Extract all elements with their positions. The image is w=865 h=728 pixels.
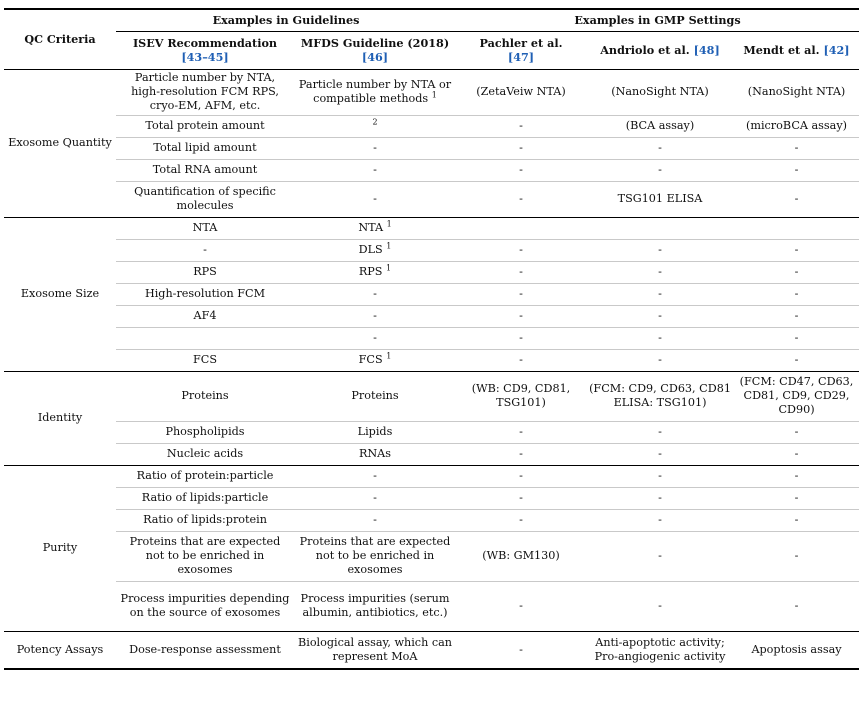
table-row: [4, 631, 859, 669]
mfds-cell-text: -: [373, 287, 377, 300]
andriolo-cell: [586, 421, 734, 443]
mendt-cell-text: -: [794, 599, 799, 612]
table-row: [4, 443, 859, 465]
isev-cell: [116, 115, 294, 137]
mendt-header: [734, 31, 859, 69]
pachler-cell-text: -: [519, 287, 523, 300]
table-row: [4, 217, 859, 239]
isev-cell-text: High-resolution FCM: [144, 287, 266, 300]
isev-cell-text: RPS: [193, 265, 217, 278]
mendt-cell-text: -: [794, 469, 799, 482]
isev-cell-text: NTA: [192, 221, 218, 234]
mfds-cell-text: -: [373, 163, 377, 176]
mfds-cell: [294, 581, 456, 631]
andriolo-header: [586, 31, 734, 69]
pachler-header-label: Pachler et al.: [479, 36, 563, 50]
table-row: [4, 283, 859, 305]
pachler-cell-text: -: [519, 163, 523, 176]
mfds-cell-text: Lipids: [357, 425, 393, 438]
andriolo-cell-text: -: [658, 469, 662, 482]
andriolo-cell-text: Anti-apoptotic activity; Pro-angiogenic activity: [594, 635, 726, 663]
mendt-cell: [734, 531, 859, 581]
isev-header-label: ISEV Recommendation: [132, 36, 278, 50]
mendt-cell-text: (FCM: CD47, CD63, CD81, CD9, CD29, CD90): [739, 375, 854, 416]
pachler-cell: [456, 487, 586, 509]
mendt-cell-text: -: [794, 425, 799, 438]
isev-header: [116, 31, 294, 69]
isev-cell-text: Ratio of protein:particle: [136, 469, 274, 482]
footnote-marker: 1: [386, 263, 392, 273]
mfds-cell: [294, 159, 456, 181]
pachler-cell-text: -: [519, 243, 523, 256]
andriolo-cell: [586, 509, 734, 531]
mfds-cell-text: -: [373, 469, 377, 482]
pachler-cell-text: -: [519, 331, 523, 344]
mfds-cell: [294, 443, 456, 465]
mendt-cell: [734, 443, 859, 465]
pachler-cell-text: -: [519, 141, 523, 154]
pachler-cell-text: -: [519, 265, 523, 278]
pachler-cell: [456, 421, 586, 443]
andriolo-cell: [586, 283, 734, 305]
mfds-cell-text: -: [373, 513, 377, 526]
mfds-cell-text: -: [373, 192, 377, 205]
andriolo-cell-text: TSG101 ELISA: [617, 192, 703, 205]
pachler-cell-text: -: [519, 425, 523, 438]
andriolo-cell: [586, 631, 734, 669]
andriolo-cell: [586, 239, 734, 261]
mfds-cell: [294, 371, 456, 421]
mendt-cell: [734, 217, 859, 239]
table-row: [4, 239, 859, 261]
mendt-cell-text: (NanoSight NTA): [747, 85, 846, 98]
pachler-cell-text: (WB: CD9, CD81, TSG101): [471, 382, 571, 409]
andriolo-cell-text: -: [658, 287, 662, 300]
mfds-cell-text: Process impurities (serum albumin, antibiotics, etc.): [300, 592, 450, 619]
mfds-cell: [294, 261, 456, 283]
mfds-cell: [294, 217, 456, 239]
andriolo-cell: [586, 305, 734, 327]
andriolo-cell: [586, 115, 734, 137]
andriolo-cell-text: -: [658, 265, 662, 278]
isev-cell: [116, 581, 294, 631]
section-label: Exosome Size: [4, 217, 116, 371]
mendt-cell: [734, 371, 859, 421]
table-row: [4, 115, 859, 137]
section-label: Exosome Quantity: [4, 69, 116, 217]
footnote-marker: 2: [372, 117, 378, 127]
isev-cell-text: Process impurities depending on the source of exosomes: [120, 592, 290, 619]
mfds-cell: [294, 69, 456, 115]
table-row: [4, 421, 859, 443]
mfds-cell: [294, 137, 456, 159]
mendt-cell: [734, 69, 859, 115]
mfds-cell: [294, 115, 456, 137]
andriolo-cell: [586, 69, 734, 115]
isev-cell: [116, 181, 294, 217]
isev-cell: [116, 283, 294, 305]
mendt-cell-text: -: [794, 141, 799, 154]
pachler-cell-text: -: [519, 469, 523, 482]
mfds-cell: [294, 531, 456, 581]
isev-cell: [116, 137, 294, 159]
andriolo-cell: [586, 465, 734, 487]
table-row: [4, 465, 859, 487]
mfds-cell-text: Proteins: [351, 389, 399, 402]
pachler-cell-text: -: [519, 642, 523, 656]
mfds-cell: [294, 509, 456, 531]
mfds-cell: [294, 283, 456, 305]
pachler-ref-link[interactable]: [47]: [507, 50, 535, 64]
andriolo-cell-text: -: [658, 425, 662, 438]
mendt-cell: [734, 581, 859, 631]
andriolo-cell-text: -: [658, 309, 662, 322]
isev-cell: [116, 509, 294, 531]
mendt-cell-text: -: [794, 513, 799, 526]
isev-cell-text: FCS: [193, 353, 217, 366]
mfds-cell-text: -: [373, 491, 377, 504]
andriolo-ref-link[interactable]: [48]: [693, 43, 720, 57]
header-row-groups: [4, 9, 859, 31]
isev-cell: [116, 217, 294, 239]
guidelines-group-header: Examples in Guidelines: [116, 9, 456, 31]
isev-cell: [116, 159, 294, 181]
isev-cell-text: Ratio of lipids:protein: [143, 513, 267, 526]
andriolo-cell-text: (BCA assay): [625, 119, 695, 132]
mendt-cell: [734, 421, 859, 443]
andriolo-cell: [586, 137, 734, 159]
isev-cell-text: Total protein amount: [145, 119, 265, 132]
isev-cell-text: Proteins that are expected not to be enriched in exosomes: [129, 535, 281, 576]
mendt-cell-text: -: [794, 491, 799, 504]
mendt-cell: [734, 465, 859, 487]
pachler-cell: [456, 631, 586, 669]
pachler-cell: [456, 159, 586, 181]
mendt-cell: [734, 159, 859, 181]
isev-cell: [116, 261, 294, 283]
andriolo-cell-text: -: [658, 163, 662, 176]
mfds-cell-text: Proteins that are expected not to be enriched in exosomes: [299, 535, 451, 576]
section-label: Purity: [4, 465, 116, 631]
mfds-header: [294, 31, 456, 69]
andriolo-cell-text: -: [658, 141, 662, 154]
table-row: [4, 531, 859, 581]
pachler-cell-text: -: [519, 447, 523, 460]
mfds-cell: [294, 327, 456, 349]
mendt-ref-link[interactable]: [42]: [823, 43, 850, 57]
table-row: [4, 69, 859, 115]
andriolo-cell: [586, 371, 734, 421]
pachler-cell: [456, 283, 586, 305]
isev-ref-link[interactable]: [43–45]: [181, 50, 229, 64]
pachler-cell: [456, 509, 586, 531]
mfds-cell: [294, 421, 456, 443]
mfds-cell: [294, 349, 456, 371]
table-row: [4, 327, 859, 349]
mfds-cell: [294, 465, 456, 487]
pachler-cell: [456, 217, 586, 239]
andriolo-cell: [586, 487, 734, 509]
isev-cell: [116, 487, 294, 509]
footnote-marker: 1: [386, 219, 392, 229]
mendt-cell-text: -: [794, 287, 799, 300]
pachler-cell: [456, 305, 586, 327]
mendt-cell-text: -: [794, 447, 799, 460]
isev-cell: [116, 371, 294, 421]
mendt-cell-text: -: [794, 309, 799, 322]
andriolo-cell: [586, 581, 734, 631]
andriolo-cell-text: -: [658, 447, 662, 460]
pachler-cell: [456, 181, 586, 217]
andriolo-cell: [586, 217, 734, 239]
andriolo-cell-text: -: [658, 243, 662, 256]
isev-cell: [116, 631, 294, 669]
table-row: [4, 305, 859, 327]
andriolo-cell: [586, 349, 734, 371]
mendt-cell-text: (microBCA assay): [745, 119, 848, 132]
table-row: [4, 581, 859, 631]
pachler-cell-text: -: [519, 599, 523, 612]
mfds-cell: [294, 239, 456, 261]
andriolo-cell-text: -: [658, 331, 662, 344]
table-row: [4, 509, 859, 531]
mendt-cell: [734, 349, 859, 371]
pachler-cell-text: -: [519, 491, 523, 504]
table-row: [4, 261, 859, 283]
qc-criteria-table: [4, 8, 859, 670]
isev-cell: [116, 239, 294, 261]
isev-cell-text: Phospholipids: [165, 425, 245, 438]
mfds-cell-text: Particle number by NTA or compatible methods: [298, 78, 452, 105]
mfds-cell-text: -: [373, 141, 377, 154]
isev-cell-text: Total lipid amount: [153, 141, 257, 154]
andriolo-header-label: Andriolo et al.: [600, 43, 690, 57]
isev-cell: [116, 443, 294, 465]
isev-cell-text: AF4: [193, 309, 217, 322]
pachler-cell: [456, 443, 586, 465]
mfds-cell: [294, 305, 456, 327]
isev-cell-text: -: [203, 243, 207, 256]
isev-cell-text: Total RNA amount: [152, 163, 258, 176]
gmp-group-header: Examples in GMP Settings: [456, 9, 859, 31]
pachler-cell: [456, 327, 586, 349]
pachler-cell: [456, 465, 586, 487]
pachler-cell-text: (WB: GM130): [482, 549, 560, 562]
mendt-cell: [734, 261, 859, 283]
mendt-cell: [734, 283, 859, 305]
footnote-marker: 1: [431, 90, 437, 100]
mendt-header-label: Mendt et al.: [743, 43, 820, 57]
mendt-cell-text: -: [794, 163, 799, 176]
isev-cell-text: Particle number by NTA, high-resolution FCM RPS, cryo-EM, AFM, etc.: [131, 71, 279, 112]
pachler-cell-text: -: [519, 353, 523, 366]
isev-cell-text: Quantification of specific molecules: [134, 185, 276, 212]
qc-criteria-header: QC Criteria: [4, 9, 116, 69]
mfds-cell-text: RNAs: [358, 447, 392, 460]
andriolo-cell-text: -: [658, 599, 662, 612]
mfds-cell-text: -: [373, 331, 377, 344]
mfds-cell-text: NTA: [358, 221, 384, 234]
table-row: [4, 181, 859, 217]
andriolo-cell: [586, 159, 734, 181]
mendt-cell-text: -: [794, 549, 799, 562]
pachler-cell-text: -: [519, 513, 523, 526]
pachler-cell-text: -: [519, 119, 523, 132]
pachler-cell: [456, 137, 586, 159]
pachler-cell: [456, 115, 586, 137]
andriolo-cell-text: (FCM: CD9, CD63, CD81 ELISA: TSG101): [589, 382, 731, 409]
pachler-cell: [456, 261, 586, 283]
mfds-header-label: MFDS Guideline (2018): [300, 36, 450, 50]
isev-cell-text: Nucleic acids: [166, 447, 244, 460]
mfds-cell-text: RPS: [358, 265, 383, 278]
section-label: Identity: [4, 371, 116, 465]
pachler-cell-text: -: [519, 192, 523, 205]
mfds-cell-text: DLS: [358, 243, 383, 256]
mendt-cell: [734, 137, 859, 159]
mendt-cell-text: -: [794, 265, 799, 278]
pachler-cell-text: (ZetaVeiw NTA): [476, 85, 566, 98]
isev-cell: [116, 531, 294, 581]
mendt-cell-text: -: [794, 243, 799, 256]
andriolo-cell: [586, 261, 734, 283]
pachler-cell: [456, 69, 586, 115]
mendt-cell-text: -: [794, 331, 799, 344]
andriolo-cell-text: -: [658, 491, 662, 504]
mendt-cell: [734, 115, 859, 137]
isev-cell: [116, 465, 294, 487]
isev-cell-text: Proteins: [181, 389, 229, 402]
mendt-cell-text: Apoptosis assay: [751, 642, 842, 656]
andriolo-cell: [586, 531, 734, 581]
pachler-cell: [456, 349, 586, 371]
pachler-cell-text: -: [519, 309, 523, 322]
mendt-cell-text: -: [794, 353, 799, 366]
mendt-cell: [734, 305, 859, 327]
footnote-marker: 1: [386, 241, 392, 251]
table-row: [4, 349, 859, 371]
isev-cell: [116, 305, 294, 327]
isev-cell: [116, 327, 294, 349]
andriolo-cell: [586, 181, 734, 217]
isev-cell: [116, 69, 294, 115]
isev-cell: [116, 421, 294, 443]
mfds-cell-text: -: [373, 309, 377, 322]
andriolo-cell-text: -: [658, 513, 662, 526]
pachler-cell: [456, 371, 586, 421]
mendt-cell-text: -: [794, 192, 799, 205]
mendt-cell: [734, 487, 859, 509]
pachler-cell: [456, 239, 586, 261]
mendt-cell: [734, 509, 859, 531]
table-row: [4, 371, 859, 421]
mendt-cell: [734, 239, 859, 261]
andriolo-cell: [586, 327, 734, 349]
mfds-ref-link[interactable]: [46]: [361, 50, 389, 64]
mfds-cell-text: Biological assay, which can represent MoA: [298, 635, 452, 663]
andriolo-cell-text: -: [658, 549, 662, 562]
mendt-cell: [734, 181, 859, 217]
mendt-cell: [734, 631, 859, 669]
andriolo-cell-text: -: [658, 353, 662, 366]
table-body: [4, 69, 859, 669]
pachler-cell: [456, 581, 586, 631]
section-label: Potency Assays: [4, 631, 116, 669]
mfds-cell: [294, 487, 456, 509]
mfds-cell: [294, 631, 456, 669]
mendt-cell: [734, 327, 859, 349]
mfds-cell-text: FCS: [358, 353, 383, 366]
isev-cell-text: Dose-response assessment: [129, 642, 281, 656]
table-row: [4, 487, 859, 509]
andriolo-cell-text: (NanoSight NTA): [611, 85, 709, 98]
footnote-marker: 1: [386, 351, 392, 361]
table-row: [4, 159, 859, 181]
isev-cell: [116, 349, 294, 371]
pachler-header: [456, 31, 586, 69]
isev-cell-text: Ratio of lipids:particle: [141, 491, 269, 504]
table-row: [4, 137, 859, 159]
header-row-sources: [4, 31, 859, 69]
mfds-cell: [294, 181, 456, 217]
andriolo-cell: [586, 443, 734, 465]
pachler-cell: [456, 531, 586, 581]
